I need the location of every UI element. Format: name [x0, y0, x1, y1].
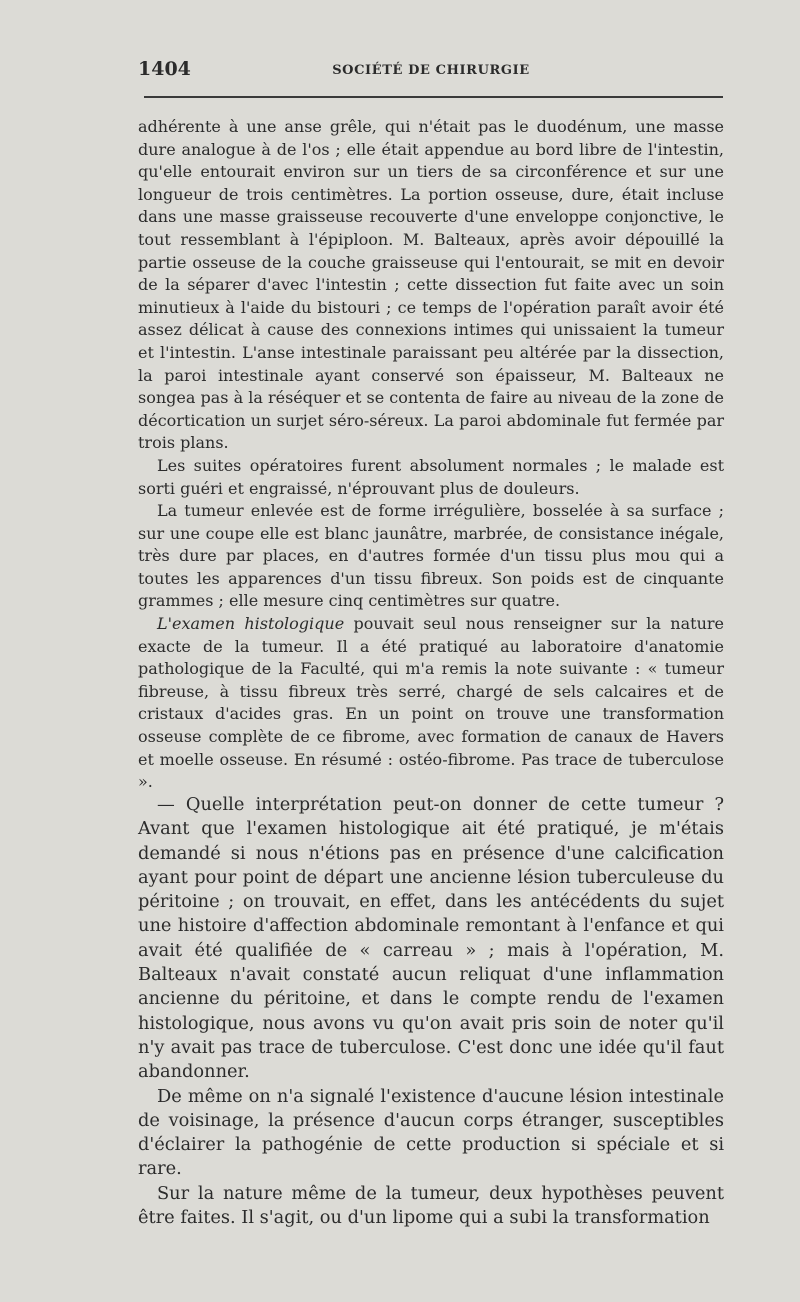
- paragraph-5: — Quelle interprétation peut-on donner de cette tumeur ? Avant que l'examen histologique ait été pratiqué, je m'étais demandé si nous n'étions pas en présence d'une calcification ayant pour point de départ une ancienne lésion tuberculeuse du péritoine ; on trouvait, en effet, dans les antécédents du sujet une histoire d'affection abdominale remontant à l'enfance et qui avait été qualifiée de « carreau » ; mais à l'opération, M. Balteaux n'avait constaté aucun reliquat d'une inflammation ancienne du péritoine, et dans le compte rendu de l'examen histologique, nous avons vu qu'on avait pris soin de noter qu'il n'y avait pas trace de tuberculose. C'est donc une idée qu'il faut abandonner.: [138, 794, 724, 1083]
- paragraph-3: La tumeur enlevée est de forme irrégulière, bosselée à sa surface ; sur une coupe elle est blanc jaunâtre, marbrée, de consistance inégale, très dure par places, en d'autres formée d'un tissu plus mou qui a toutes les apparences d'un tissu fibreux. Son poids est de cinquante grammes ; elle mesure cinq centimètres sur quatre.: [138, 501, 724, 611]
- header-rule: [144, 96, 723, 98]
- paragraph-4: [138, 613, 724, 794]
- paragraph-6: De même on n'a signalé l'existence d'aucune lésion intestinale de voisinage, la présence d'aucun corps étranger, susceptibles d'éclairer la pathogénie de cette production si spéciale et si rare.: [138, 1085, 724, 1180]
- paragraph-2: Les suites opératoires furent absolument normales ; le malade est sorti guéri et engraissé, n'éprouvant plus de douleurs.: [138, 455, 724, 498]
- paragraph-7: Sur la nature même de la tumeur, deux hypothèses peuvent être faites. Il s'agit, ou d'un lipome qui a subi la transformation: [138, 1182, 724, 1229]
- running-title: SOCIÉTÉ DE CHIRURGIE: [332, 63, 530, 78]
- text-block-small: [138, 116, 724, 794]
- page-header: [138, 58, 724, 88]
- text-block-large: [138, 793, 724, 1230]
- paragraph-1: adhérente à une anse grêle, qui n'était pas le duodénum, une masse dure analogue à de l'os ; elle était appendue au bord libre de l'intestin, qu'elle entourait environ sur un tiers de sa circonférence et sur une longueur de trois centimètres. La portion osseuse, dure, était incluse dans une masse graisseuse recouverte d'une enveloppe conjonctive, le tout ressemblant à l'épiploon. M. Balteaux, après avoir dépouillé la partie osseuse de la couche graisseuse qui l'entourait, se mit en devoir de la séparer d'avec l'intestin ; cette dissection fut faite avec un soin minutieux à l'aide du bistouri ; ce temps de l'opération paraît avoir été assez délicat à cause des connexions intimes qui unissaient la tumeur et l'intestin. L'anse intestinale paraissant peu altérée par la dissection, la paroi intestinale ayant conservé son épaisseur, M. Balteaux ne songea pas à la réséquer et se contenta de faire au niveau de la zone de décortication un surjet séro-séreux. La paroi abdominale fut fermée par trois plans.: [138, 117, 724, 453]
- italic-term: L'examen histologique: [157, 614, 345, 634]
- paragraph-4-text: pouvait seul nous renseigner sur la nature exacte de la tumeur. Il a été pratiqué au laboratoire d'anatomie pathologique de la Faculté, qui m'a remis la note suivante : « tumeur fibreuse, à tissu fibreux très serré, chargé de sels calcaires et de cristaux d'acides gras. En un point on trouve une transformation osseuse complète de ce fibrome, avec formation de canaux de Havers et moelle osseuse. En résumé : ostéo-fibrome. Pas trace de tuberculose ».: [138, 614, 725, 792]
- page-number: 1404: [138, 58, 191, 80]
